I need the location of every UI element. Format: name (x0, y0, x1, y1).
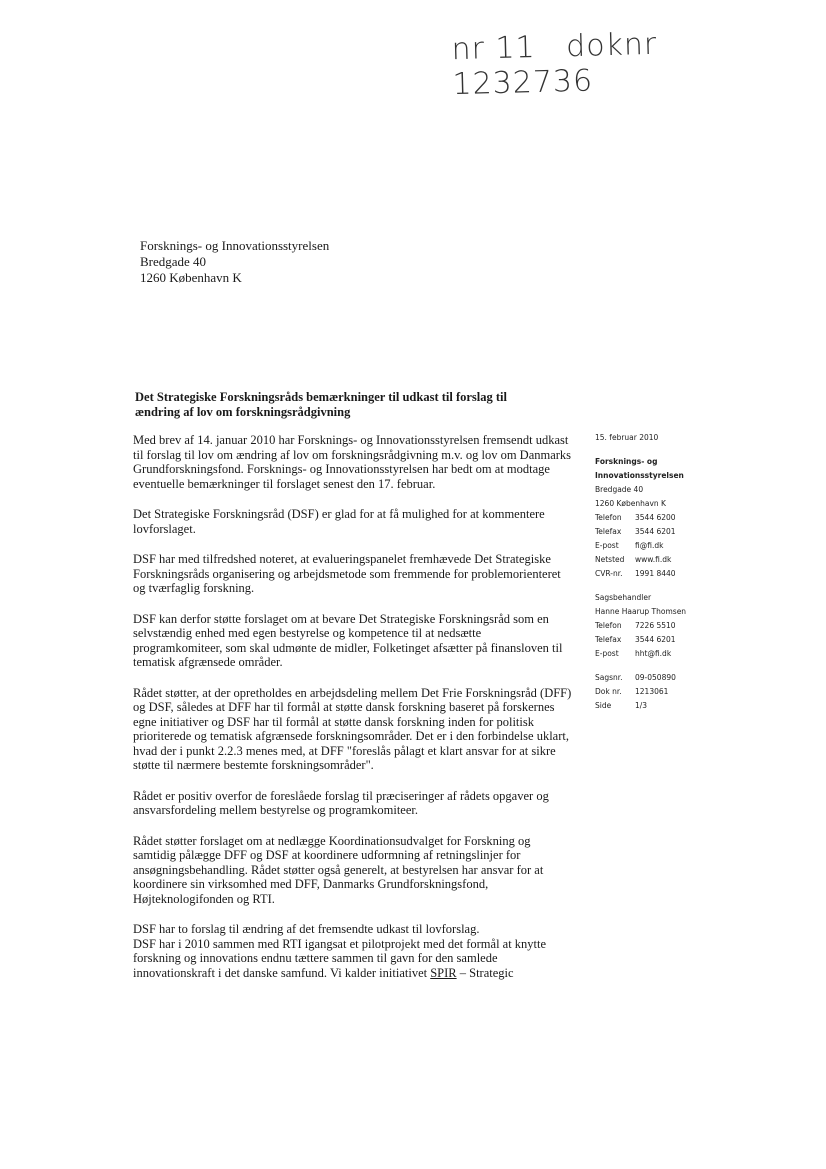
handler-contact-row: E-post hht@fi.dk (595, 648, 672, 658)
sender-sidebar (595, 430, 795, 712)
contact-row: E-post fi@fi.dk (595, 540, 664, 550)
handler-contact-row: Telefon 7226 5510 (595, 620, 676, 630)
contact-row: Telefon 3544 6200 (595, 512, 676, 522)
sender-org-line2: Innovationsstyrelsen (595, 470, 684, 480)
handler-label: Sagsbehandler (595, 592, 652, 602)
last-para-line: DSF har to forslag til ændring af det fremsendte udkast til lovforslag. (133, 922, 480, 936)
letter-date: 15. februar 2010 (595, 432, 659, 442)
handwritten-annotation (451, 24, 773, 102)
last-para-text: DSF har i 2010 sammen med RTI igangsat et pilotprojekt med det formål at knytte forskning og innovations endnu tættere sammen til gavn for den samlede innovationskraft i det danske samfund. Vi kalder initiativet (133, 936, 547, 980)
recipient-line: 1260 København K (140, 270, 242, 285)
body-paragraph: DSF kan derfor støtte forslaget om at bevare Det Strategiske Forskningsråd som en selvstændig enhed med egen bestyrelse og kompetence til at nedsætte programkomiteer, som skal udmønte de midler, Folketinget afsætter på finansloven til tematisk afgrænsede områder. (133, 611, 563, 669)
ref-row: Sagsnr. 09-050890 (595, 672, 676, 682)
handler-name: Hanne Haarup Thomsen (595, 606, 687, 616)
ref-row: Dok nr. 1213061 (595, 686, 669, 696)
handwritten-nr: nr 11 (451, 29, 537, 68)
body-paragraph: Det Strategiske Forskningsråd (DSF) er glad for at få mulighed for at kommentere lovforslaget. (133, 507, 545, 536)
contact-row: Telefax 3544 6201 (595, 526, 676, 536)
recipient-line: Forsknings- og Innovationsstyrelsen (140, 238, 330, 253)
body-paragraph: Rådet støtter forslaget om at nedlægge Koordinationsudvalget for Forskning og samtidig pålægge DFF og DSF at koordinere udformning af retningslinjer for ansøgningsbehandling. Rådet støtter også generelt, at bestyrelsen har ansvar for at koordinere sin virksomhed med DFF, Danmarks Grundforskningsfond, Højteknologifonden og RTI. (133, 833, 544, 906)
contact-row: Netsted www.fi.dk (595, 554, 672, 564)
body-paragraph-last (133, 922, 573, 980)
handwritten-doknr: doknr 1232736 (452, 26, 658, 103)
last-para-tail: – Strategic (459, 965, 514, 980)
recipient-address (140, 238, 329, 286)
sender-city: 1260 København K (595, 498, 666, 508)
contact-row: CVR-nr. 1991 8440 (595, 568, 676, 578)
body-paragraph: DSF har med tilfredshed noteret, at evalueringspanelet fremhævede Det Strategiske Forskningsråds organisering og arbejdsmetode som fremmende for problemorienteret og tværfaglig forskning. (133, 552, 561, 595)
ref-row: Side 1/3 (595, 700, 648, 710)
body-paragraph: Rådet støtter, at der opretholdes en arbejdsdeling mellem Det Frie Forskningsråd (DFF) og DSF, således at DFF har til formål at støtte dansk forskning baseret på forskernes egne initiativer og DSF har til formål at støtte dansk forskning inden for politisk prioriterede og tematisk afgrænsede forskningsområder. Det er i den forbindelse uklart, hvad der i punkt 2.2.3 menes med, at DFF "foreslås pålagt et klart ansvar for at sikre støtte til nærmere bestemte forskningsområder". (133, 685, 572, 772)
handler-contact-row: Telefax 3544 6201 (595, 634, 676, 644)
body-paragraph: Med brev af 14. januar 2010 har Forsknings- og Innovationsstyrelsen fremsendt udkast til forslag til lov om ændring af lov om forskningsrådgivning m.v. og lov om Danmarks Grundforskningsfond. Forsknings- og Innovationsstyrelsen har bedt om at modtage eventuelle bemærkninger til forslaget senest den 17. februar. (133, 433, 572, 491)
recipient-line: Bredgade 40 (140, 254, 207, 269)
letter-body (133, 433, 573, 996)
sender-org-line1: Forsknings- og (595, 456, 658, 466)
sender-street: Bredgade 40 (595, 484, 644, 494)
letter-title: Det Strategiske Forskningsråds bemærkninger til udkast til forslag til ændring af lov om forskningsrådgivning (135, 390, 507, 419)
spir-link: SPIR (430, 965, 457, 980)
body-paragraph: Rådet er positiv overfor de foreslåede forslag til præciseringer af rådets opgaver og ansvarsfordeling mellem bestyrelse og programkomiteer. (133, 788, 549, 817)
